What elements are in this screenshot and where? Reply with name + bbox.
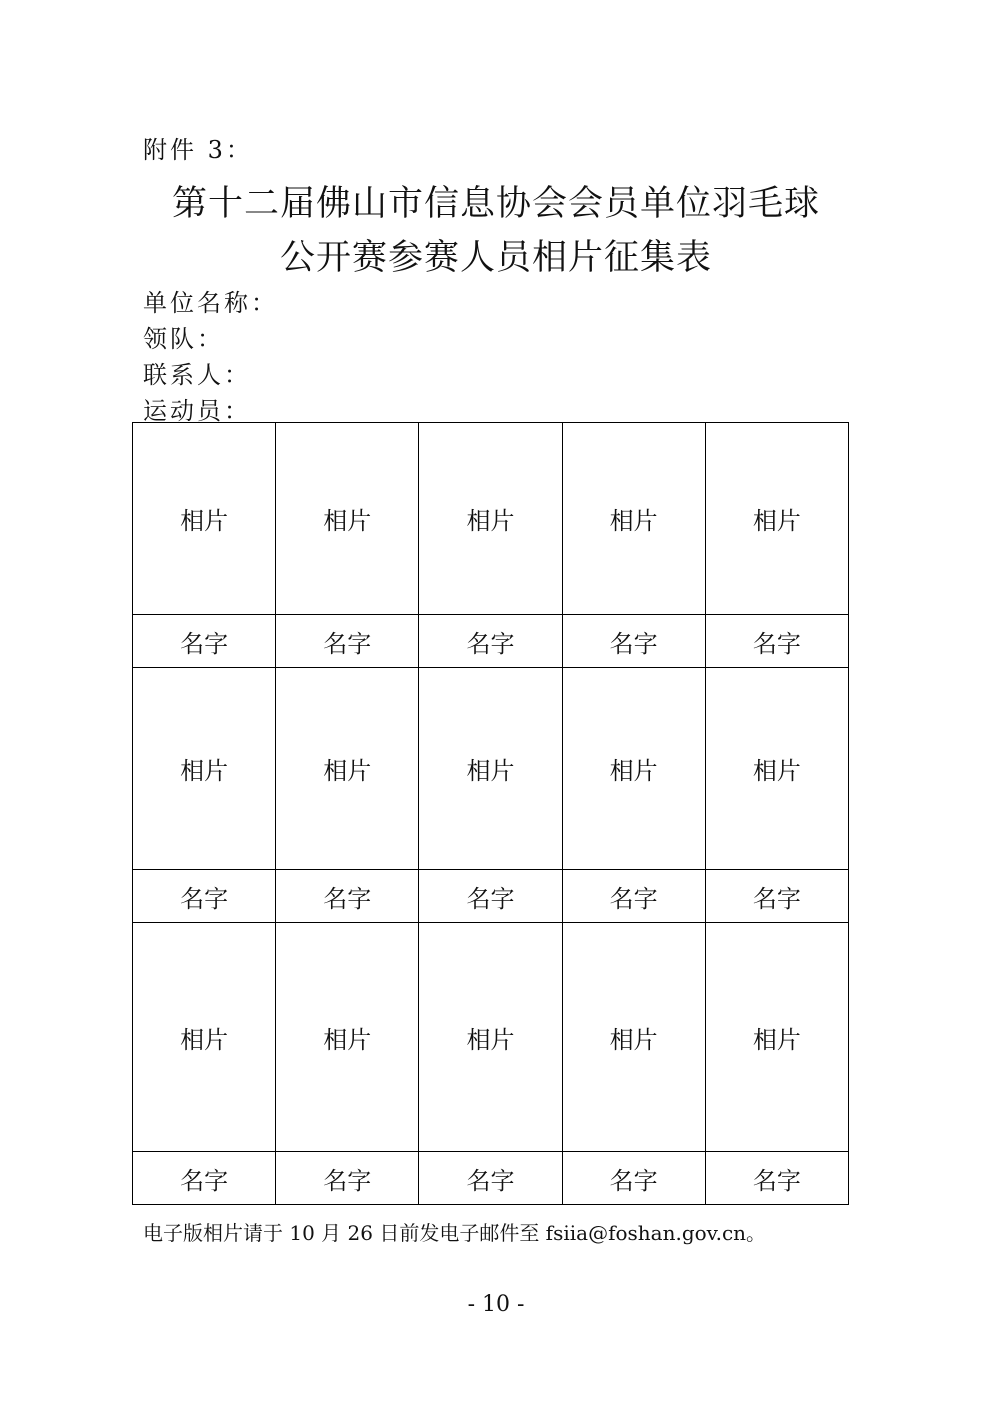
photo-row	[133, 668, 849, 870]
photo-cell: 相片	[562, 668, 705, 870]
name-cell: 名字	[562, 870, 705, 923]
name-cell: 名字	[562, 615, 705, 668]
photo-cell: 相片	[419, 668, 562, 870]
name-cell: 名字	[705, 1152, 848, 1205]
photo-cell: 相片	[705, 923, 848, 1152]
name-row	[133, 615, 849, 668]
name-cell: 名字	[133, 615, 276, 668]
photo-cell: 相片	[133, 668, 276, 870]
name-cell: 名字	[419, 615, 562, 668]
document-title-line-1: 第十二届佛山市信息协会会员单位羽毛球	[171, 184, 820, 224]
name-cell: 名字	[276, 615, 419, 668]
name-cell: 名字	[276, 870, 419, 923]
photo-cell: 相片	[133, 423, 276, 615]
photo-collection-table	[132, 422, 849, 1205]
photo-cell: 相片	[562, 423, 705, 615]
photo-cell: 相片	[419, 923, 562, 1152]
name-cell: 名字	[419, 870, 562, 923]
name-row	[133, 870, 849, 923]
photo-cell: 相片	[276, 423, 419, 615]
name-cell: 名字	[562, 1152, 705, 1205]
photo-cell: 相片	[705, 668, 848, 870]
document-title-line-2: 公开赛参赛人员相片征集表	[279, 238, 712, 278]
photo-cell: 相片	[705, 423, 848, 615]
name-cell: 名字	[705, 615, 848, 668]
unit-name-label: 单位名称：	[143, 289, 278, 317]
name-cell: 名字	[276, 1152, 419, 1205]
contact-label: 联系人：	[143, 361, 251, 389]
submission-note: 电子版相片请于 10 月 26 日前发电子邮件至 fsiia@foshan.gov.cn。	[143, 1221, 767, 1245]
name-cell: 名字	[705, 870, 848, 923]
name-cell: 名字	[133, 870, 276, 923]
name-row	[133, 1152, 849, 1205]
athletes-label: 运动员：	[143, 397, 251, 425]
photo-cell: 相片	[419, 423, 562, 615]
photo-cell: 相片	[276, 668, 419, 870]
photo-cell: 相片	[562, 923, 705, 1152]
team-leader-label: 领队：	[143, 325, 224, 353]
photo-row	[133, 423, 849, 615]
name-cell: 名字	[419, 1152, 562, 1205]
attachment-label: 附件 3：	[143, 136, 253, 164]
photo-cell: 相片	[133, 923, 276, 1152]
photo-row	[133, 923, 849, 1152]
page-number: - 10 -	[467, 1292, 525, 1317]
name-cell: 名字	[133, 1152, 276, 1205]
photo-cell: 相片	[276, 923, 419, 1152]
